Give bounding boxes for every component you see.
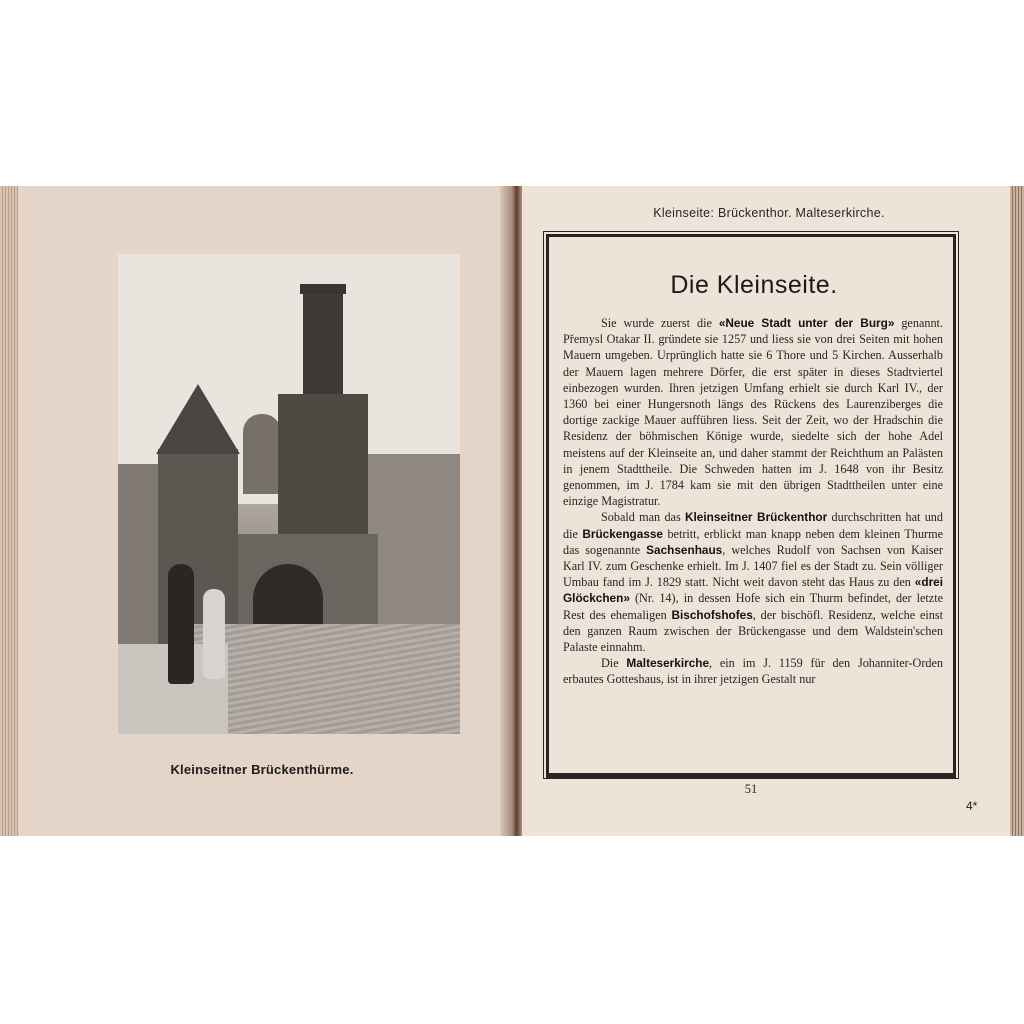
photo-tower-top — [300, 284, 346, 294]
right-page — [522, 186, 1016, 836]
left-page — [18, 186, 506, 836]
photo-caption: Kleinseitner Brückenthürme. — [170, 762, 354, 777]
paragraph — [563, 509, 943, 655]
paragraph — [563, 655, 943, 687]
bold-term: Brückengasse — [582, 526, 663, 541]
photo-small-tower-roof — [156, 384, 240, 454]
photo-house — [118, 464, 163, 654]
text-run: , ein im J. 1159 für den Johanniter-Orden erbautes Gotteshaus, ist in ihrer jetzigen Gestalt nur — [563, 656, 943, 687]
text-run: betritt, erblickt man knapp neben dem kleinen Thurme das sogenannte — [563, 526, 943, 557]
running-head: Kleinseite: Brückenthor. Malteserkirche. — [653, 206, 885, 220]
text-run: genannt. Přemysl Otakar II. gründete sie 1257 und liess sie von drei Seiten mit hohen Mauern umgeben. Urprünglich hatte sie 6 Thore und 5 Kirchen. Ausserhalb der Mauern lagen mehrere Dörfer, die erst später in dieses Stadtviertel einbezogen wurden. Ihren jetzigen Umfang erhielt sie durch Karl IV., der 1360 bei einer Hungersnoth längs des Rückens des Laurenziberges die dortige zackige Mauer aufführen liess. Seit der Zeit, wo der Hradschin die Residenz der böhmischen Könige wurde, siedelte sich der hohe Adel meistens auf der Kleinseite an, und daher stammt der Reichthum an Palästen in jenem Stadttheile. Die Schweden hatten im J. 1648 von ihr Besitz genommen, im J. 1784 kam sie mit den übrigen Stadttheilen unter eine einzige Magistratur. — [563, 316, 943, 509]
chapter-title: Die Kleinseite. — [670, 271, 838, 299]
paragraph — [563, 315, 943, 509]
text-run: Die — [601, 656, 627, 671]
bold-term: «Neue Stadt unter der Burg» — [718, 316, 895, 330]
bridge-towers-photo — [118, 254, 460, 734]
photo-tower-spire — [303, 289, 343, 394]
photo-church-dome — [243, 414, 281, 494]
footer-rule — [546, 776, 956, 779]
bold-term: Bischofshofes — [671, 607, 753, 622]
page-edges-left — [0, 186, 18, 836]
photo-building — [368, 454, 460, 644]
text-frame — [546, 234, 956, 776]
photo-bridge-road — [188, 624, 460, 734]
photo-figure-woman — [203, 589, 225, 679]
text-run: (Nr. 14), in dessen Hofe sich ein Thurm befindet, der letzte Rest des ehemaligen — [563, 591, 943, 622]
printer-signature: 4* — [966, 799, 978, 813]
bold-term: «drei Glöckchen» — [563, 575, 943, 606]
photo-figure-man — [168, 564, 194, 684]
open-book — [0, 186, 1024, 836]
text-run: durchschritten hat und die — [563, 510, 943, 541]
body-text — [563, 315, 943, 688]
bold-term: Sachsenhaus — [646, 542, 723, 557]
text-run: Sobald man das — [601, 510, 685, 525]
text-run: Sie wurde zuerst die — [601, 316, 719, 330]
text-run: , welches Rudolf von Sachsen von Kaiser Karl IV. zum Geschenke erhielt. Im J. 1407 fiel es der Stadt zu. Sein völliger Umbau fand im J. 1829 statt. Nicht weit davon steht das Haus zu den — [563, 542, 943, 590]
bold-term: Malteserkirche — [626, 656, 710, 671]
text-run: , der bischöfl. Residenz, welche einst den ganzen Raum zwischen der Brückengasse und dem Waldstein'schen Palaste einnahm. — [563, 607, 943, 655]
page-number: 51 — [744, 782, 758, 796]
page-edges-right — [1010, 186, 1024, 836]
bold-term: Kleinseitner Brückenthor — [685, 510, 828, 525]
